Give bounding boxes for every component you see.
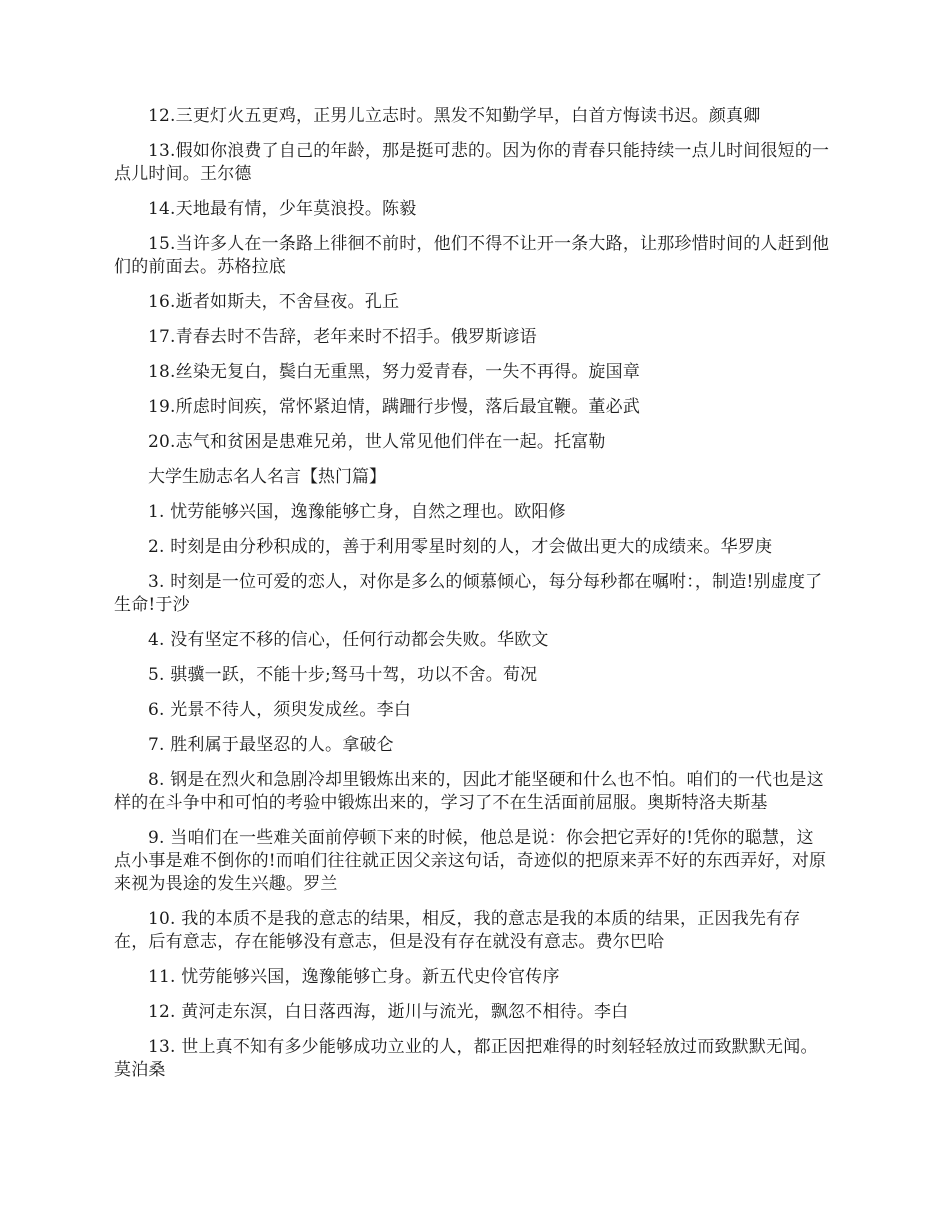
quote-paragraph: 3. 时刻是一位可爱的恋人，对你是多么的倾慕倾心，每分每秒都在嘱咐：，制造!别虚度了生命!于沙 <box>114 572 823 615</box>
quote-paragraph: 8. 钢是在烈火和急剧冷却里锻炼出来的，因此才能坚硬和什么也不怕。咱们的一代也是这样的在斗争中和可怕的考验中锻炼出来的，学习了不在生活面前屈服。奥斯特洛夫斯基 <box>114 770 824 813</box>
quote-paragraph: 12. 黄河走东溟，白日落西海，逝川与流光，飘忽不相待。李白 <box>148 1002 629 1022</box>
quote-paragraph: 15.当许多人在一条路上徘徊不前时，他们不得不让开一条大路，让那珍惜时间的人赶到他们的前面去。苏格拉底 <box>114 234 830 277</box>
quote-paragraph: 12.三更灯火五更鸡，正男儿立志时。黑发不知勤学早，白首方悔读书迟。颜真卿 <box>148 106 761 126</box>
quote-paragraph: 17.青春去时不告辞，老年来时不招手。俄罗斯谚语 <box>148 327 537 347</box>
quote-paragraph: 7. 胜利属于最坚忍的人。拿破仑 <box>148 735 394 755</box>
quote-paragraph: 2. 时刻是由分秒积成的，善于利用零星时刻的人，才会做出更大的成绩来。华罗庚 <box>148 537 773 557</box>
quote-paragraph: 9. 当咱们在一些难关面前停顿下来的时候，他总是说：你会把它弄好的!凭你的聪慧，这点小事是难不倒你的!而咱们往往就正因父亲这句话，奇迹似的把原来弄不好的东西弄好，对原来视为畏途的发生兴趣。罗兰 <box>114 828 827 894</box>
quote-paragraph: 14.天地最有情，少年莫浪投。陈毅 <box>148 199 417 219</box>
section-title: 大学生励志名人名言【热门篇】 <box>148 467 386 487</box>
quote-paragraph: 5. 骐骥一跃，不能十步;驽马十驾，功以不舍。荀况 <box>148 665 538 685</box>
quote-paragraph: 18.丝染无复白，鬓白无重黑，努力爱青春，一失不再得。旋国章 <box>148 362 641 382</box>
quote-paragraph: 1. 忧劳能够兴国，逸豫能够亡身，自然之理也。欧阳修 <box>148 502 566 522</box>
quote-paragraph: 13. 世上真不知有多少能够成功立业的人，都正因把难得的时刻轻轻放过而致默默无闻。莫泊桑 <box>114 1037 818 1080</box>
quote-paragraph: 20.志气和贫困是患难兄弟，世人常见他们伴在一起。托富勒 <box>148 432 606 452</box>
quote-paragraph: 10. 我的本质不是我的意志的结果，相反，我的意志是我的本质的结果，正因我先有存在，后有意志，存在能够没有意志，但是没有存在就没有意志。费尔巴哈 <box>114 909 801 952</box>
quote-paragraph: 16.逝者如斯夫，不舍昼夜。孔丘 <box>148 292 400 312</box>
document-body <box>114 105 830 1082</box>
quote-paragraph: 13.假如你浪费了自己的年龄，那是挺可悲的。因为你的青春只能持续一点儿时间很短的一点儿时间。王尔德 <box>114 141 830 184</box>
quote-paragraph: 6. 光景不待人，须臾发成丝。李白 <box>148 700 412 720</box>
quote-paragraph: 4. 没有坚定不移的信心，任何行动都会失败。华欧文 <box>148 630 549 650</box>
quote-paragraph: 19.所虑时间疾，常怀紧迫情，蹒跚行步慢，落后最宜鞭。董必武 <box>148 397 641 417</box>
quote-paragraph: 11. 忧劳能够兴国，逸豫能够亡身。新五代史伶官传序 <box>148 967 560 987</box>
